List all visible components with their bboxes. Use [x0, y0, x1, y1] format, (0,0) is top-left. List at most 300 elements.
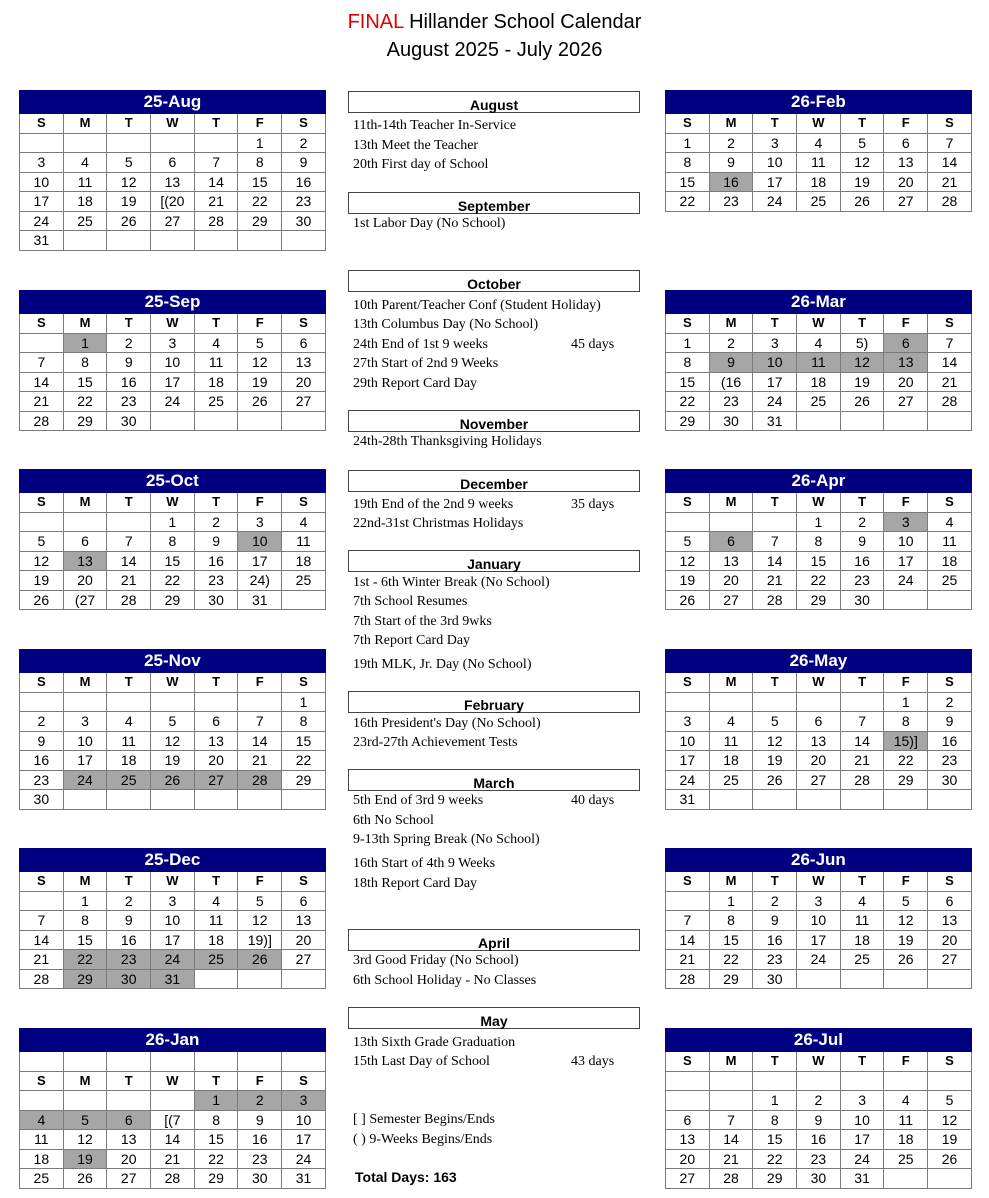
day-cell: 7	[928, 333, 972, 353]
day-cell: 8	[151, 532, 195, 552]
event-item	[353, 792, 615, 810]
weekday-header: F	[884, 872, 928, 892]
day-cell: 10	[840, 1110, 884, 1130]
day-cell: 20	[884, 172, 928, 192]
day-cell: 1	[797, 512, 841, 532]
day-cell: 9	[194, 532, 238, 552]
day-cell: 10	[884, 532, 928, 552]
day-cell: 24	[666, 770, 710, 790]
calendar-mar-2026	[665, 290, 972, 431]
event-item	[353, 496, 615, 514]
day-cell: 6	[107, 1110, 151, 1130]
title-school-name: Hillander School Calendar	[409, 11, 642, 33]
weekday-header: S	[282, 314, 326, 334]
day-cell: 27	[282, 392, 326, 412]
weekday-header: T	[194, 673, 238, 693]
day-cell: 30	[797, 1169, 841, 1189]
day-cell	[20, 333, 64, 353]
day-cell: 7	[20, 353, 64, 373]
day-cell: 16	[107, 372, 151, 392]
weekday-header: M	[709, 1052, 753, 1072]
day-cell: 29	[63, 411, 107, 431]
day-cell: 5	[928, 1091, 972, 1111]
day-cell: 23	[20, 770, 64, 790]
event-item: 10th Parent/Teacher Conf (Student Holiday)	[353, 298, 601, 313]
day-cell: 14	[107, 551, 151, 571]
day-cell: 15	[194, 1130, 238, 1150]
day-cell: 13	[884, 153, 928, 173]
weekday-header: T	[194, 872, 238, 892]
day-cell: 10	[753, 353, 797, 373]
events-header-february: February	[348, 691, 640, 713]
weekday-header: S	[20, 314, 64, 334]
day-cell: 23	[928, 751, 972, 771]
day-cell: 5	[753, 712, 797, 732]
day-cell: 21	[238, 751, 282, 771]
day-cell: 6	[709, 532, 753, 552]
day-cell: 26	[151, 770, 195, 790]
day-cell: 6	[928, 891, 972, 911]
event-item: 3rd Good Friday (No School)	[353, 953, 519, 968]
day-cell: 29	[238, 211, 282, 231]
day-cell: 23	[797, 1149, 841, 1169]
day-cell: 1	[884, 692, 928, 712]
day-cell: 12	[666, 551, 710, 571]
day-cell	[20, 1091, 64, 1111]
day-cell: 19	[840, 172, 884, 192]
day-cell: 27	[666, 1169, 710, 1189]
day-cell: 11	[928, 532, 972, 552]
day-cell: 1	[666, 333, 710, 353]
day-cell: 19	[840, 372, 884, 392]
weekday-header: T	[194, 493, 238, 513]
day-cell	[928, 969, 972, 989]
weekday-header: T	[107, 314, 151, 334]
day-cell: 24	[151, 950, 195, 970]
day-cell: 4	[107, 712, 151, 732]
day-cell	[840, 969, 884, 989]
weekday-header: T	[840, 114, 884, 134]
event-item: 1st - 6th Winter Break (No School)	[353, 575, 550, 590]
day-cell: 22	[194, 1149, 238, 1169]
day-cell: 7	[666, 911, 710, 931]
day-cell: 7	[194, 153, 238, 173]
day-cell: 23	[107, 950, 151, 970]
month-title: 26-Feb	[666, 91, 972, 114]
day-cell: 23	[107, 392, 151, 412]
day-cell: 18	[884, 1130, 928, 1150]
day-cell: 11	[282, 532, 326, 552]
weekday-header: S	[666, 1052, 710, 1072]
day-cell: 25	[928, 571, 972, 591]
day-cell: 6	[282, 333, 326, 353]
day-cell: 24	[20, 211, 64, 231]
day-cell: 4	[928, 512, 972, 532]
day-cell	[666, 512, 710, 532]
weekday-header: F	[884, 493, 928, 513]
day-cell: 18	[797, 172, 841, 192]
day-cell: 14	[194, 172, 238, 192]
day-cell: 12	[107, 172, 151, 192]
weekday-header: T	[753, 114, 797, 134]
day-cell: 14	[20, 372, 64, 392]
day-cell: 5	[63, 1110, 107, 1130]
day-cell: 21	[107, 571, 151, 591]
weekday-header: M	[63, 872, 107, 892]
day-cell: 28	[238, 770, 282, 790]
day-cell: 10	[666, 731, 710, 751]
calendar-feb-2026	[665, 90, 972, 212]
day-cell: 16	[282, 172, 326, 192]
weekday-header: W	[797, 114, 841, 134]
day-cell	[282, 590, 326, 610]
events-header-december: December	[348, 470, 640, 492]
day-cell: 13	[194, 731, 238, 751]
day-cell: 10	[797, 911, 841, 931]
day-cell: 2	[840, 512, 884, 532]
day-cell	[884, 411, 928, 431]
calendar-nov-2025	[19, 649, 326, 810]
day-cell	[194, 969, 238, 989]
day-cell: 11	[884, 1110, 928, 1130]
day-cell: 28	[20, 969, 64, 989]
day-cell: 9	[709, 153, 753, 173]
weekday-header: T	[194, 1071, 238, 1091]
day-cell: 29	[797, 590, 841, 610]
events-header-august: August	[348, 91, 640, 113]
day-cell: 18	[797, 372, 841, 392]
day-cell	[928, 1169, 972, 1189]
weekday-header: T	[194, 314, 238, 334]
day-cell: 29	[753, 1169, 797, 1189]
day-cell: 7	[20, 911, 64, 931]
weekday-header: S	[666, 673, 710, 693]
day-cell: 15	[238, 172, 282, 192]
weekday-header: S	[20, 673, 64, 693]
day-cell: 22	[63, 392, 107, 412]
event-item: 18th Report Card Day	[353, 876, 478, 891]
calendar-sep-2025	[19, 290, 326, 431]
weekday-header: F	[884, 314, 928, 334]
day-cell: 4	[194, 333, 238, 353]
day-cell: 29	[884, 770, 928, 790]
day-cell	[797, 969, 841, 989]
day-cell: 20	[194, 751, 238, 771]
day-cell: 19	[753, 751, 797, 771]
day-cell: 19	[928, 1130, 972, 1150]
day-cell: 27	[282, 950, 326, 970]
day-cell: 30	[20, 790, 64, 810]
day-cell: 25	[884, 1149, 928, 1169]
day-cell: 16	[797, 1130, 841, 1150]
day-cell: 27	[194, 770, 238, 790]
day-cell: 21	[928, 172, 972, 192]
day-cell: 17	[666, 751, 710, 771]
weekday-header: F	[238, 493, 282, 513]
day-cell: 24	[797, 950, 841, 970]
weekday-header: F	[238, 673, 282, 693]
day-cell: 12	[884, 911, 928, 931]
day-cell	[20, 133, 64, 153]
weekday-header: M	[709, 114, 753, 134]
day-cell	[107, 133, 151, 153]
day-cell	[753, 790, 797, 810]
day-cell: 15	[63, 930, 107, 950]
day-cell: 16	[753, 930, 797, 950]
day-cell: 29	[151, 590, 195, 610]
weekday-header: S	[928, 314, 972, 334]
day-cell: 2	[107, 891, 151, 911]
weekday-header: M	[709, 493, 753, 513]
weekday-header: S	[282, 1071, 326, 1091]
day-cell: 21	[194, 192, 238, 212]
weekday-header: F	[238, 1071, 282, 1091]
day-cell: 2	[238, 1091, 282, 1111]
day-cell	[709, 790, 753, 810]
day-cell: 8	[797, 532, 841, 552]
day-cell	[238, 411, 282, 431]
day-cell: 18	[840, 930, 884, 950]
day-cell: 10	[753, 153, 797, 173]
day-cell: 24	[753, 392, 797, 412]
event-item: 9-13th Spring Break (No School)	[353, 832, 540, 847]
day-cell: 7	[238, 712, 282, 732]
day-cell: 7	[840, 712, 884, 732]
day-cell	[797, 411, 841, 431]
day-cell: 27	[797, 770, 841, 790]
day-cell: 1	[63, 891, 107, 911]
day-cell: 4	[797, 333, 841, 353]
day-cell	[709, 512, 753, 532]
day-cell: 3	[20, 153, 64, 173]
event-item: 6th School Holiday - No Classes	[353, 973, 537, 988]
day-cell: 19	[238, 372, 282, 392]
day-cell: 11	[194, 353, 238, 373]
day-cell: 14	[928, 353, 972, 373]
day-cell	[666, 891, 710, 911]
day-cell: 16	[840, 551, 884, 571]
day-cell: 25	[194, 950, 238, 970]
day-cell: 15	[666, 372, 710, 392]
day-cell: 3	[753, 333, 797, 353]
day-cell: 31	[666, 790, 710, 810]
day-cell: 4	[194, 891, 238, 911]
calendar-jan-2026	[19, 1028, 326, 1189]
day-cell: 22	[282, 751, 326, 771]
weekday-header: S	[928, 673, 972, 693]
day-cell: 8	[282, 712, 326, 732]
day-cell: 17	[20, 192, 64, 212]
month-title: 26-May	[666, 650, 972, 673]
month-title: 25-Sep	[20, 291, 326, 314]
events-header-september: September	[348, 192, 640, 214]
day-cell: 25	[797, 392, 841, 412]
day-cell	[666, 1091, 710, 1111]
day-cell: 22	[884, 751, 928, 771]
day-cell: [(20	[151, 192, 195, 212]
day-cell: 31	[282, 1169, 326, 1189]
day-cell: 9	[797, 1110, 841, 1130]
event-days-count: 35 days	[571, 497, 615, 512]
calendar-may-2026	[665, 649, 972, 810]
day-cell: 12	[238, 353, 282, 373]
day-cell: 5	[238, 891, 282, 911]
day-cell: 26	[666, 590, 710, 610]
total-days: Total Days: 163	[355, 1169, 457, 1185]
day-cell: 13	[63, 551, 107, 571]
day-cell	[238, 692, 282, 712]
day-cell: 7	[107, 532, 151, 552]
day-cell: 22	[63, 950, 107, 970]
day-cell: 8	[666, 153, 710, 173]
day-cell: 27	[151, 211, 195, 231]
day-cell: 16	[194, 551, 238, 571]
weekday-header: S	[20, 872, 64, 892]
day-cell	[928, 590, 972, 610]
day-cell: 8	[194, 1110, 238, 1130]
day-cell: 8	[709, 911, 753, 931]
day-cell: 5	[20, 532, 64, 552]
day-cell: 10	[151, 911, 195, 931]
weekday-header: T	[107, 1071, 151, 1091]
day-cell: 5	[151, 712, 195, 732]
weekday-header: M	[709, 673, 753, 693]
day-cell: 20	[797, 751, 841, 771]
day-cell	[753, 512, 797, 532]
day-cell: 14	[20, 930, 64, 950]
day-cell: 22	[753, 1149, 797, 1169]
day-cell: 14	[666, 930, 710, 950]
events-header-november: November	[348, 410, 640, 432]
event-item: 27th Start of 2nd 9 Weeks	[353, 356, 499, 371]
day-cell: 17	[238, 551, 282, 571]
day-cell: 19	[107, 192, 151, 212]
day-cell	[282, 411, 326, 431]
event-item: 13th Columbus Day (No School)	[353, 317, 539, 332]
day-cell: 26	[238, 392, 282, 412]
day-cell: 12	[151, 731, 195, 751]
day-cell	[238, 969, 282, 989]
day-cell: 31	[753, 411, 797, 431]
day-cell: 4	[797, 133, 841, 153]
day-cell: 16	[238, 1130, 282, 1150]
day-cell: 12	[238, 911, 282, 931]
page-subtitle: August 2025 - July 2026	[386, 39, 603, 61]
day-cell: 19	[20, 571, 64, 591]
day-cell: 11	[797, 153, 841, 173]
month-title: 26-Jun	[666, 849, 972, 872]
day-cell: 15	[282, 731, 326, 751]
weekday-header: S	[20, 114, 64, 134]
weekday-header: T	[753, 314, 797, 334]
weekday-header: T	[107, 493, 151, 513]
day-cell	[107, 512, 151, 532]
weekday-header: T	[840, 493, 884, 513]
day-cell: 16	[709, 172, 753, 192]
day-cell: 15	[753, 1130, 797, 1150]
day-cell: 1	[709, 891, 753, 911]
day-cell	[63, 1091, 107, 1111]
day-cell: 3	[282, 1091, 326, 1111]
weekday-header: S	[666, 493, 710, 513]
event-item: 7th School Resumes	[353, 594, 468, 609]
day-cell: 5	[666, 532, 710, 552]
day-cell: 1	[63, 333, 107, 353]
weekday-header: S	[666, 114, 710, 134]
calendar-dec-2025	[19, 848, 326, 989]
day-cell: 12	[928, 1110, 972, 1130]
weekday-header: T	[753, 872, 797, 892]
day-cell: 8	[753, 1110, 797, 1130]
day-cell	[840, 692, 884, 712]
day-cell: 7	[928, 133, 972, 153]
day-cell: 3	[63, 712, 107, 732]
day-cell: 30	[238, 1169, 282, 1189]
day-cell	[194, 133, 238, 153]
day-cell	[884, 790, 928, 810]
day-cell: 20	[107, 1149, 151, 1169]
day-cell	[282, 969, 326, 989]
weekday-header: M	[709, 872, 753, 892]
day-cell: 28	[666, 969, 710, 989]
day-cell: 24	[884, 571, 928, 591]
weekday-header: F	[884, 1052, 928, 1072]
event-item: 7th Report Card Day	[353, 633, 471, 648]
day-cell: 28	[928, 192, 972, 212]
day-cell: 29	[63, 969, 107, 989]
month-title: 26-Jul	[666, 1029, 972, 1052]
weekday-header: W	[151, 1071, 195, 1091]
day-cell	[20, 891, 64, 911]
day-cell: 25	[797, 192, 841, 212]
day-cell: 13	[884, 353, 928, 373]
day-cell: 13	[282, 911, 326, 931]
day-cell: (16	[709, 372, 753, 392]
day-cell: 2	[797, 1091, 841, 1111]
day-cell	[151, 133, 195, 153]
weekday-header: W	[151, 314, 195, 334]
day-cell	[194, 231, 238, 251]
weekday-header: S	[282, 872, 326, 892]
month-title: 26-Apr	[666, 470, 972, 493]
weekday-header: S	[666, 314, 710, 334]
day-cell	[928, 411, 972, 431]
day-cell: 18	[20, 1149, 64, 1169]
day-cell: 19	[63, 1149, 107, 1169]
day-cell	[282, 790, 326, 810]
day-cell: 21	[753, 571, 797, 591]
day-cell: 26	[753, 770, 797, 790]
day-cell	[753, 692, 797, 712]
day-cell: 15	[666, 172, 710, 192]
day-cell	[151, 692, 195, 712]
day-cell: 8	[884, 712, 928, 732]
day-cell: 14	[709, 1130, 753, 1150]
day-cell: 19	[884, 930, 928, 950]
day-cell: 20	[666, 1149, 710, 1169]
day-cell	[63, 231, 107, 251]
day-cell: 3	[238, 512, 282, 532]
event-item	[353, 1053, 615, 1071]
day-cell: [(7	[151, 1110, 195, 1130]
day-cell: 5)	[840, 333, 884, 353]
day-cell: 30	[840, 590, 884, 610]
day-cell: 21	[666, 950, 710, 970]
event-item: 7th Start of the 3rd 9wks	[353, 614, 492, 629]
weekday-header: M	[63, 493, 107, 513]
day-cell	[666, 1071, 710, 1091]
day-cell: 12	[840, 153, 884, 173]
